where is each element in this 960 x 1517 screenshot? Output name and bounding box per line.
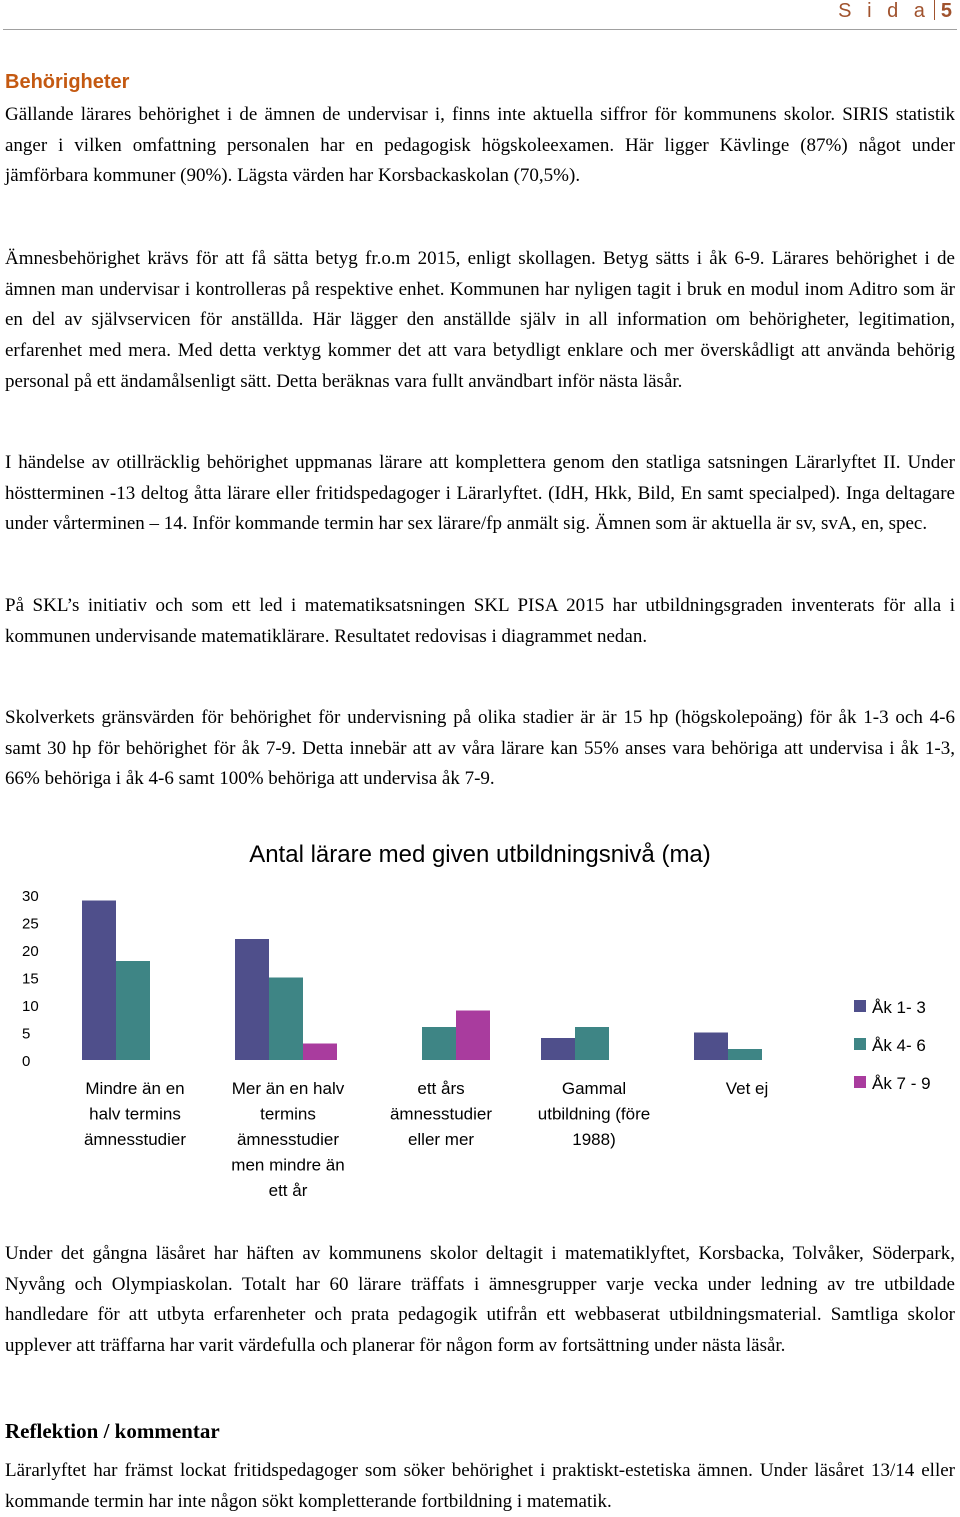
- y-tick-label: 15: [22, 970, 39, 988]
- legend-swatch: [854, 1038, 866, 1050]
- bar: [541, 1038, 575, 1060]
- page-number: 5: [940, 0, 952, 22]
- bar: [303, 1044, 337, 1061]
- y-axis: [22, 888, 39, 1070]
- bar: [235, 939, 269, 1060]
- reflection-heading: Reflektion / kommentar: [5, 1419, 220, 1443]
- page-header: [0, 0, 960, 30]
- page-separator: [934, 0, 935, 20]
- bar: [694, 1033, 728, 1061]
- chart-title: Antal lärare med given utbildningsnivå (ma): [249, 841, 711, 868]
- bar: [116, 961, 150, 1060]
- page-label: S i d a: [838, 0, 930, 22]
- bar: [456, 1011, 490, 1061]
- legend-label: Åk 1- 3: [872, 998, 926, 1017]
- bars: [82, 901, 762, 1061]
- paragraph-3: I händelse av otillräcklig behörighet uppmanas lärare att komplettera genom den statliga satsningen Lärarlyftet II. Under höstterminen -13 deltog åtta lärare eller fritidspedagoger i Lärarlyftet. (IdH, Hkk, Bild, En samt specialped). Inga deltagare under vårterminen – 14. Inför kommande termin har sex lärare/fp anmält sig. Ämnen som är aktuella är sv, svA, en, spec.: [5, 452, 955, 535]
- x-tick-label: Vet ej: [725, 1079, 769, 1098]
- bar: [82, 901, 116, 1061]
- paragraph-7: Lärarlyftet har främst lockat fritidspedagoger som söker behörighet i praktiskt-estetiska ämnen. Under läsåret 13/14 eller kommande termin har inte någon sökt kompletterande fortbildning i matematik.: [5, 1460, 955, 1512]
- y-tick-label: 25: [22, 915, 39, 933]
- legend-label: Åk 7 - 9: [872, 1074, 931, 1093]
- page-indicator: [838, 0, 952, 23]
- legend-swatch: [854, 1000, 866, 1012]
- header-divider: [3, 29, 957, 30]
- bar: [728, 1049, 762, 1060]
- paragraph-1: Gällande lärares behörighet i de ämnen de undervisar i, finns inte aktuella siffror för kommunens skolor. SIRIS statistik anger i vilken omfattning personalen har en pedagogisk högskoleexamen. Här ligger Kävlinge (87%) något under jämförbara kommuner (90%). Lägsta värden har Korsbackaskolan (70,5%).: [5, 104, 955, 187]
- legend: [854, 998, 931, 1093]
- bar: [422, 1027, 456, 1060]
- section-title: Behörigheter: [5, 71, 130, 93]
- legend-label: Åk 4- 6: [872, 1036, 926, 1055]
- y-tick-label: 5: [22, 1025, 31, 1043]
- paragraph-4: På SKL’s initiativ och som ett led i matematiksatsningen SKL PISA 2015 har utbildningsgraden inventerats för alla i kommunen undervisande matematiklärare. Resultatet redovisas i diagrammet nedan.: [5, 595, 955, 647]
- paragraph-6: Under det gångna läsåret har häften av kommunens skolor deltagit i matematiklyftet, Korsbacka, Tolvåker, Söderpark, Nyvång och Olympiaskolan. Totalt har 60 lärare träffats i ämnesgrupper varje vecka under ledning av tre utbildade handledare för att utbyta erfarenheter och prata pedagogik utifrån ett webbaserat utbildningsmaterial. Samtliga skolor upplever att träffarna har varit värdefulla och planerar för någon form av fortsättning under nästa läsår.: [5, 1243, 955, 1357]
- bar-chart: [0, 830, 960, 1210]
- legend-swatch: [854, 1076, 866, 1088]
- x-tick-label: ett års ämnesstudier eller mer: [389, 1079, 493, 1149]
- x-tick-label: Mer än en halv termins ämnesstudier men mindre än ett år: [231, 1079, 345, 1200]
- bar: [575, 1027, 609, 1060]
- x-tick-label: Gammal utbildning (före 1988): [537, 1079, 651, 1149]
- y-tick-label: 10: [22, 998, 39, 1015]
- y-tick-label: 30: [22, 888, 39, 905]
- x-axis-labels: [84, 1079, 768, 1200]
- y-tick-label: 20: [22, 943, 39, 960]
- paragraph-2: Ämnesbehörighet krävs för att få sätta betyg fr.o.m 2015, enligt skollagen. Betyg sätts i åk 6-9. Lärares behörighet i de ämnen man undervisar i kontrolleras på respektive enhet. Kommunen har nyligen tagit i bruk en modul inom Aditro som är en del av självservicen för anställda. Här lägger den anställde själv in all information om behörigheter, legitimation, erfarenhet med mera. Med detta verktyg kommer det att vara betydligt enklare och mer överskådligt att använda behörig personal på ett ändamålsenligt sätt. Detta beräknas vara fullt användbart inför nästa läsår.: [5, 248, 955, 392]
- x-tick-label: Mindre än en halv termins ämnesstudier: [83, 1079, 187, 1149]
- paragraph-5: Skolverkets gränsvärden för behörighet för undervisning på olika stadier är är 15 hp (högskolepoäng) för åk 1-3 och 4-6 samt 30 hp för behörighet för åk 7-9. Detta innebär att av våra lärare kan 55% anses vara behöriga att undervisa i åk 1-3, 66% behöriga i åk 4-6 samt 100% behöriga att undervisa åk 7-9.: [5, 707, 955, 790]
- y-tick-label: 0: [22, 1053, 31, 1070]
- bar: [269, 978, 303, 1061]
